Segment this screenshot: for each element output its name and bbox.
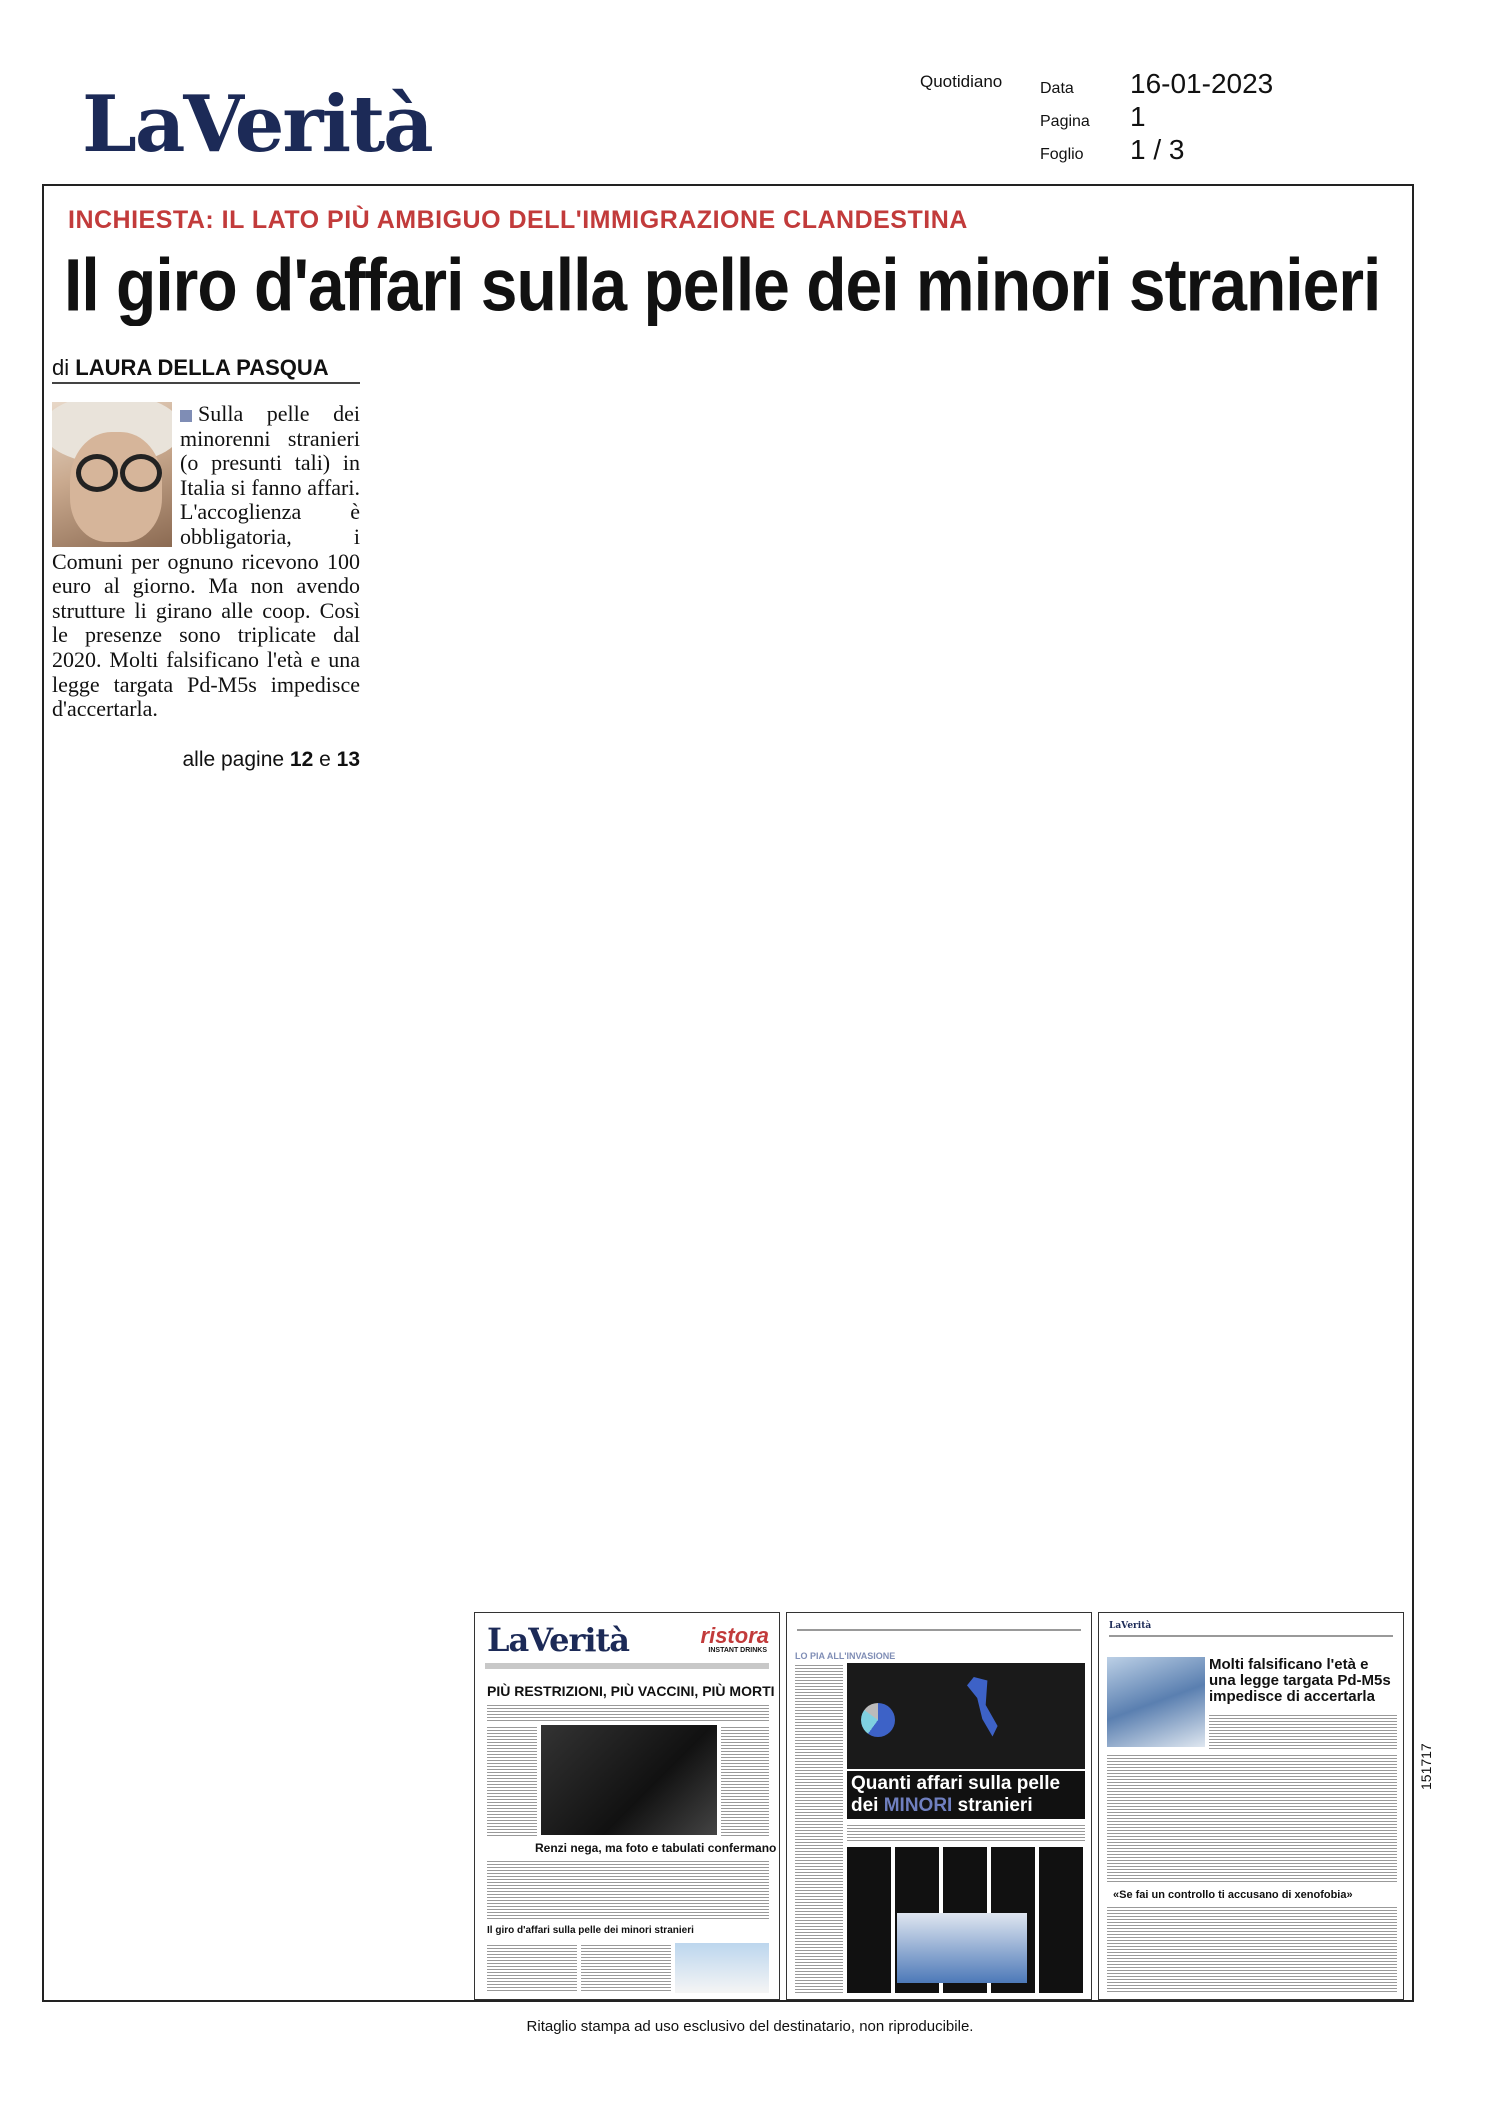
thumbnail-page-13 bbox=[1098, 1612, 1404, 2000]
meta-value: 16-01-2023 bbox=[1130, 68, 1274, 99]
thumbnail-quote: «Se fai un controllo ti accusano di xenofobia» bbox=[1113, 1889, 1353, 1901]
meta-label: Data bbox=[1040, 80, 1074, 97]
thumbnail-headline: Molti falsificano l'età e una legge targata Pd-M5s impedisce di accertarla bbox=[1209, 1656, 1391, 1705]
byline-rule bbox=[52, 382, 360, 384]
pages-reference: alle pagine 12 e 13 bbox=[182, 748, 360, 771]
thumbnail-photo bbox=[1107, 1657, 1205, 1747]
meta-value: 1 / 3 bbox=[1130, 134, 1185, 165]
thumbnail-headline: Il giro d'affari sulla pelle dei minori stranieri bbox=[487, 1925, 694, 1936]
thumbnail-page-12 bbox=[786, 1612, 1092, 2000]
thumbnail-photo bbox=[897, 1913, 1027, 1983]
square-bullet-icon bbox=[180, 410, 192, 422]
article-body: Sulla pelle dei minorenni stranieri (o presunti tali) in Italia si fanno affari. L'accoglienza è obbligatoria, i Comuni per ognuno ricevono 100 euro al giorno. Ma non avendo strutture li girano alle coop. Così le presenze sono triplicate dal 2020. Molti falsificano l'età e una legge targata Pd-M5s impedisce d'accertarla. bbox=[52, 401, 360, 722]
meta-value: 1 bbox=[1130, 101, 1146, 132]
meta-row-sheet bbox=[1040, 134, 1273, 167]
byline-prefix: di bbox=[52, 355, 70, 380]
byline-author: LAURA DELLA PASQUA bbox=[75, 355, 329, 380]
thumbnail-photo bbox=[541, 1725, 717, 1835]
clipping-code: 151717 bbox=[1418, 1743, 1434, 1790]
meta-row-date bbox=[1040, 68, 1273, 101]
meta-label: Foglio bbox=[1040, 146, 1084, 163]
thumbnail-ad-brand: ristora bbox=[700, 1623, 769, 1648]
byline bbox=[52, 355, 329, 381]
meta-row-page bbox=[1040, 101, 1273, 134]
thumbnail-headline: PIÙ RESTRIZIONI, PIÙ VACCINI, PIÙ MORTI bbox=[487, 1683, 775, 1699]
thumbnail-masthead: LaVerità bbox=[1109, 1621, 1152, 1631]
thumbnail-masthead: LaVerità bbox=[487, 1621, 630, 1659]
thumbnail-infographic bbox=[847, 1663, 1085, 1769]
article-lede bbox=[52, 402, 360, 722]
thumbnail-front-page: LaVerità ristora INSTANT DRINKS PIÙ RESTRIZIONI, PIÙ VACCINI, PIÙ MORTI Renzi nega, ma foto e tabulati confermano Il giro d'affari sulla pelle dei minori stranieri bbox=[474, 1612, 780, 2000]
thumbnail-headline: Quanti affari sulla pelle dei MINORI stranieri bbox=[847, 1771, 1085, 1819]
meta-label: Pagina bbox=[1040, 113, 1090, 130]
footer-notice: Ritaglio stampa ad uso esclusivo del destinatario, non riproducibile. bbox=[526, 2018, 974, 2035]
masthead-logo: LaVerità bbox=[82, 79, 432, 170]
thumbnail-section-banner: LO PIA ALL'INVASIONE bbox=[795, 1651, 896, 1661]
thumbnail-headline: Renzi nega, ma foto e tabulati confermano bbox=[535, 1841, 777, 1855]
meta-table bbox=[1040, 68, 1273, 167]
publication-kind: Quotidiano bbox=[920, 72, 1003, 91]
article-headline: Il giro d'affari sulla pelle dei minori stranieri bbox=[64, 243, 1381, 326]
article-kicker: INCHIESTA: IL LATO PIÙ AMBIGUO DELL'IMMIGRAZIONE CLANDESTINA bbox=[68, 206, 968, 234]
